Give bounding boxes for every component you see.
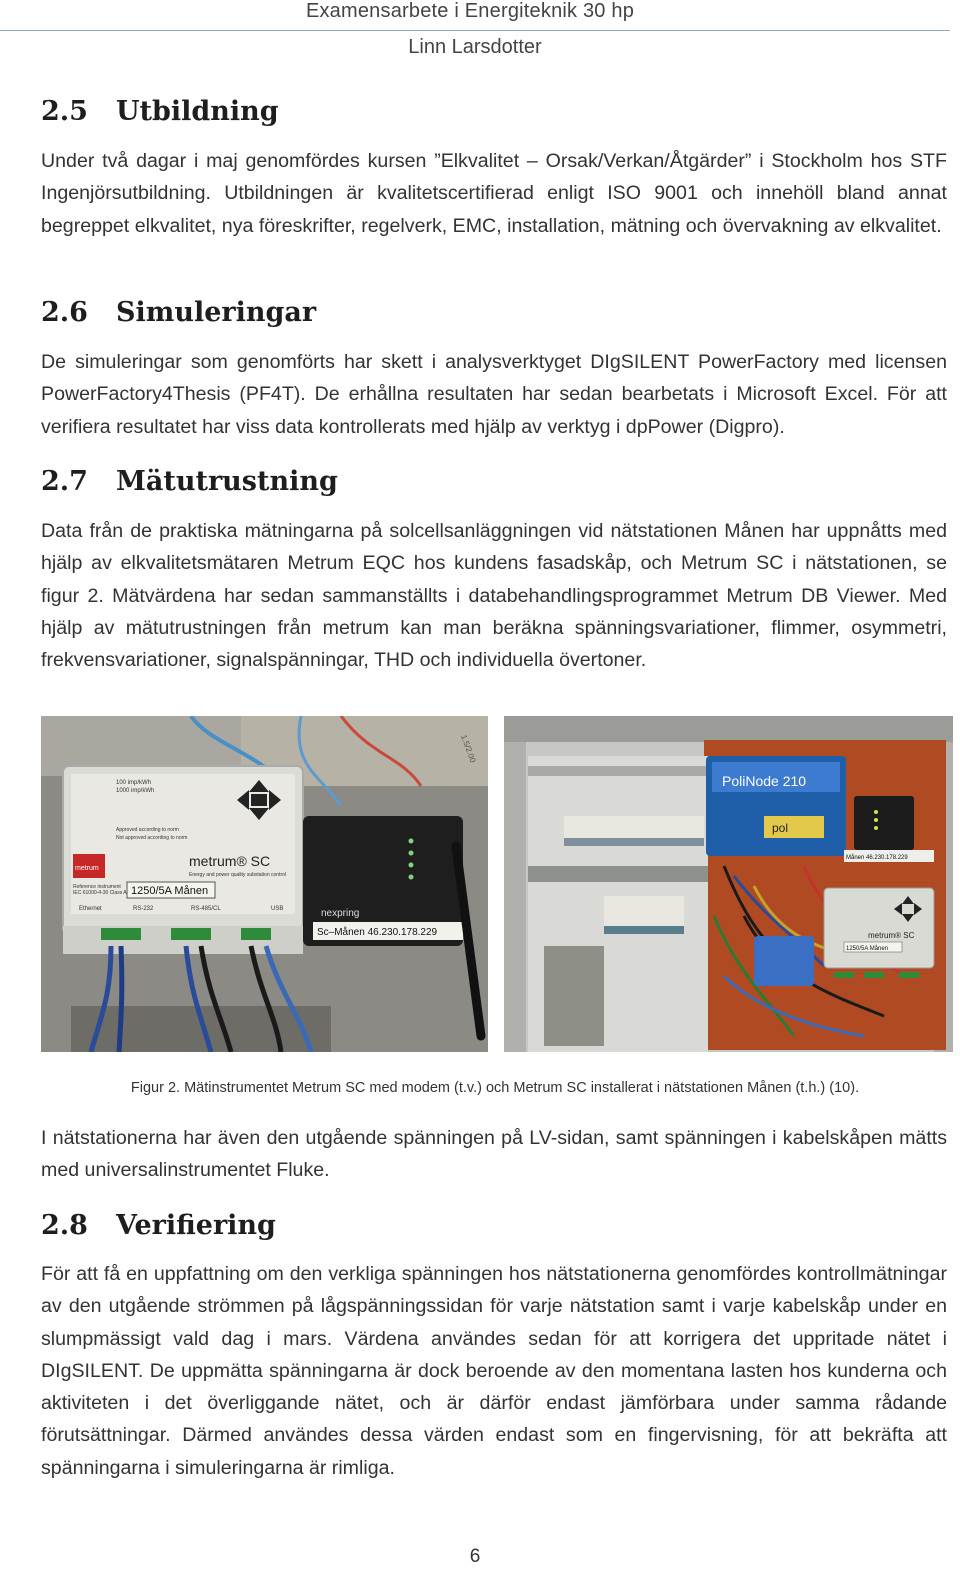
svg-text:Ethernet: Ethernet xyxy=(79,906,102,912)
router-label-text: Månen 46.230.178.229 xyxy=(846,855,908,861)
svg-text:RS-485/CL: RS-485/CL xyxy=(191,906,221,912)
after-figure-paragraph: I nätstationerna har även den utgående spänningen på LV-sidan, samt spänningen i kabelskåpen mätts med universalinstrumentet Fluke. xyxy=(41,1127,947,1182)
page-number: 6 xyxy=(469,1546,481,1567)
svg-text:1.5/2.00: 1.5/2.00 xyxy=(459,733,478,764)
meter-model-text: metrum® SC xyxy=(189,853,271,869)
terminal-strip-top xyxy=(564,816,704,846)
svg-text:USB: USB xyxy=(271,906,284,912)
section-heading-2-5: 2.5 Utbildning xyxy=(41,96,279,127)
svg-text:100 imp/kWh: 100 imp/kWh xyxy=(116,780,152,786)
running-header-title: Examensarbete i Energiteknik 30 hp xyxy=(305,0,635,22)
meter-with-modem-illustration xyxy=(41,716,488,1052)
modem-brand-text: nexpring xyxy=(321,908,360,919)
section-paragraph-2-8: För att få en uppfattning om den verkliga spänningen hos nätstationerna genomfördes kontrollmätningar av den utgående strömmen på lågspänningssidan för varje nätstation samt i varje kabelskåp under en slumpmässigt vald dag i mars. Värdena användes sedan för att korrigera det uppritade nätet i DIgSILENT. De uppmätta spänningarna är dock beroende av den momentana lasten hos kunderna och aktiviteten i det överliggande nätet, och är därför endast jämförbara under samma rådande förutsättningar. Därmed användes dessa värden endast som en fingervisning, för att bekräfta att spänningarna i simuleringarna är rimliga. xyxy=(41,1263,947,1479)
router-status-lights xyxy=(874,810,878,830)
header-rule xyxy=(0,30,950,31)
svg-text:1000 imp/kWh: 1000 imp/kWh xyxy=(116,788,155,794)
figure-caption: Figur 2. Mätinstrumentet Metrum SC med modem (t.v.) och Metrum SC installerat i nätstationen Månen (t.h.) (10). xyxy=(130,1080,860,1096)
running-header-author: Linn Larsdotter xyxy=(408,36,542,58)
installed-meter-cabinet-illustration xyxy=(504,716,953,1052)
svg-text:Energy and power quality subst: Energy and power quality substation control xyxy=(189,872,287,878)
section-heading-2-8: 2.8 Verifiering xyxy=(41,1210,276,1241)
terminal-strip-middle xyxy=(604,896,684,934)
svg-text:Approved according to norm: Approved according to norm xyxy=(116,827,179,833)
meter-label-text: 1250/5A Månen xyxy=(131,885,209,897)
polinode-label-text: PoliNode 210 xyxy=(722,773,807,789)
modem-label-text: Sc–Månen 46.230.178.229 xyxy=(317,927,438,938)
svg-text:1250/5A Månen: 1250/5A Månen xyxy=(846,946,889,952)
svg-text:Reference instrument: Reference instrument xyxy=(73,884,121,890)
figure-photo-right xyxy=(504,716,953,1052)
section-heading-2-6: 2.6 Simuleringar xyxy=(41,297,317,328)
section-heading-2-7: 2.7 Mätutrustning xyxy=(41,466,338,497)
svg-text:Not approved according to norm: Not approved according to norm xyxy=(116,835,188,841)
cabinet-meter-terminals xyxy=(834,972,919,978)
svg-text:IEC 61000-4-30 Class A: IEC 61000-4-30 Class A xyxy=(73,890,127,896)
svg-text:RS-232: RS-232 xyxy=(133,906,154,912)
meter-brand-text: metrum xyxy=(75,865,99,872)
section-paragraph-2-6: De simuleringar som genomförts har skett i analysverktyget DIgSILENT PowerFactory med licensen PowerFactory4Thesis (PF4T). De erhållna resultaten har sedan bearbetats i Microsoft Excel. För att verifiera resultatet har viss data kontrollerats med hjälp av verktyg i dpPower (Digpro). xyxy=(41,351,947,438)
figure-photo-left xyxy=(41,716,488,1052)
svg-text:metrum® SC: metrum® SC xyxy=(868,931,915,940)
section-paragraph-2-5: Under två dagar i maj genomfördes kursen ”Elkvalitet – Orsak/Verkan/Åtgärder” i Stockholm hos STF Ingenjörsutbildning. Utbildningen är kvalitetscertifierad enligt ISO 9001 och innehöll bland annat begreppet elkvalitet, nya föreskrifter, regelverk, EMC, installation, mätning och övervakning av elkvalitet. xyxy=(41,150,947,237)
pol-label-text: pol xyxy=(772,821,789,835)
section-paragraph-2-7: Data från de praktiska mätningarna på solcellsanläggningen vid nätstationen Månen har uppnåtts med hjälp av elkvalitetsmätaren Metrum EQC hos kundens fasadskåp, och Metrum SC i nätstationen, se figur 2. Mätvärdena har sedan sammanställts i databehandlingsprogrammet Metrum DB Viewer. Med hjälp av mätutrustningen från metrum kan man beräkna spänningsvariationer, flimmer, osymmetri, frekvensvariationer, signalspänningar, THD och individuella övertoner. xyxy=(41,520,947,672)
